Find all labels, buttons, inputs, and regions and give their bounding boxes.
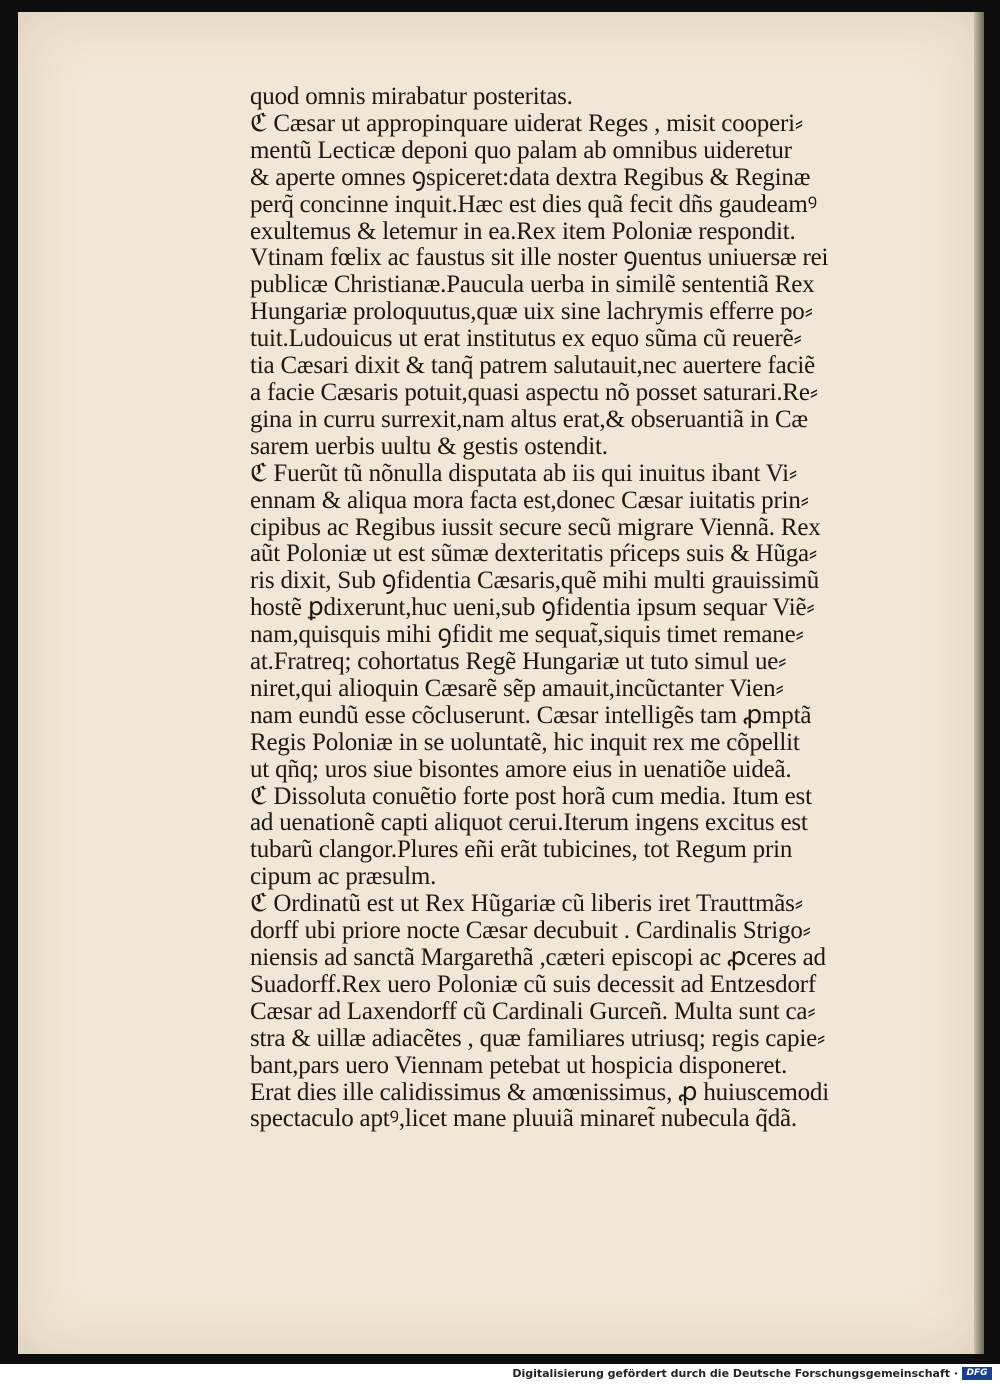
text-line: nam,quisquis mihi ꝯfidit me sequat̃,siquis timet remane⸗ — [250, 621, 804, 649]
text-line: sarem uerbis uultu & gestis ostendit. — [250, 432, 608, 460]
text-line: publicæ Christianæ.Paucula uerba in similẽ sententiã Rex — [250, 271, 815, 299]
text-line: ris dixit, Sub ꝯfidentia Cæsaris,quẽ mihi multi grauissimũ — [250, 567, 820, 595]
text-line: ennam & aliqua mora facta est,donec Cæsar iuitatis prin⸗ — [250, 486, 809, 514]
text-line: Hungariæ proloquutus,quæ uix sine lachrymis efferre po⸗ — [250, 298, 813, 326]
text-line: stra & uillæ adiacẽtes , quæ familiares utriusq; regis capie⸗ — [250, 1024, 826, 1052]
text-line: & aperte omnes ꝯspiceret:data dextra Regibus & Reginæ — [250, 163, 811, 191]
text-line: gina in curru surrexit,nam altus erat,& obseruantiã in Cæ — [250, 405, 808, 433]
text-line: quod omnis mirabatur posteritas. — [250, 83, 573, 110]
page-edge — [974, 12, 984, 1354]
text-line: hostẽ ꝑdixerunt,huc ueni,sub ꝯfidentia ipsum sequar Viẽ⸗ — [250, 594, 815, 622]
text-line: cipibus ac Regibus iussit secure secũ migrare Viennã. Rex — [250, 513, 821, 541]
text-line: ℭ Ordinatũ est ut Rex Hũgariæ cũ liberis iret Trauttmãs⸗ — [250, 890, 803, 918]
text-line: ℭ Cæsar ut appropinquare uiderat Reges , misit cooperi⸗ — [250, 109, 803, 137]
text-line: nam eundũ esse cõcluserunt. Cæsar intelligẽs tam ꝓmptã — [250, 701, 812, 729]
text-line: Erat dies ille calidissimus & amœnissimus, ꝓ huiuscemodi — [250, 1078, 829, 1106]
text-line: ℭ Dissoluta conuẽtio forte post horã cum media. Itum est — [250, 782, 812, 810]
text-line: exultemus & letemur in ea.Rex item Poloniæ respondit. — [250, 217, 796, 245]
text-line: Suadorff.Rex uero Poloniæ cũ suis decessit ad Entzesdorf — [250, 970, 817, 998]
text-line: bant,pars uero Viennam petebat ut hospicia disponeret. — [250, 1051, 788, 1079]
text-line: aũt Poloniæ ut est sũmæ dexteritatis pŕiceps suis & Hũga⸗ — [250, 540, 818, 568]
text-line: Vtinam fœlix ac faustus sit ille noster ꝯuentus uniuersæ rei — [250, 244, 829, 272]
text-line: niret,qui alioquin Cæsarẽ sẽp amauit,incũctanter Vien⸗ — [250, 674, 784, 702]
text-line: ad uenationẽ capti aliquot cerui.Iterum ingens excitus est — [250, 809, 808, 837]
text-line: niensis ad sanctã Margarethã ,cæteri episcopi ac ꝓceres ad — [250, 944, 826, 971]
text-line: Regis Poloniæ in se uoluntatẽ, hic inquit rex me cõpellit — [250, 728, 800, 756]
text-line: a facie Cæsaris potuit,quasi aspectu nõ posset saturari.Re⸗ — [250, 378, 818, 406]
text-line: tia Cæsari dixit & tanq̃ patrem salutauit,nec auertere faciẽ — [250, 352, 816, 380]
footer-bar — [0, 1364, 1000, 1384]
text-line: spectaculo aptꝰ,licet mane pluuiã minaret̃ nubecula q̃dã. — [250, 1105, 797, 1133]
dfg-logo: DFG — [962, 1367, 992, 1380]
footer-credit: Digitalisierung gefördert durch die Deutsche Forschungsgemeinschaft · — [512, 1367, 958, 1380]
text-line: at.Fratreq; cohortatus Regẽ Hungariæ ut tuto simul ue⸗ — [250, 648, 787, 676]
text-line: ℭ Fuerũt tũ nõnulla disputata ab iis qui inuitus ibant Vi⸗ — [250, 459, 798, 487]
text-line: tubarũ clangor.Plures eñi erãt tubicines, tot Regum prin — [250, 836, 793, 864]
page-text — [250, 84, 910, 1133]
text-line: perq̃ concinne inquit.Hæc est dies quã fecit dñs gaudeamꝰ — [250, 190, 817, 218]
text-line: cipum ac præsulm. — [250, 863, 437, 891]
text-line: ut qñq; uros siue bisontes amore eius in uenatiõe uideã. — [250, 755, 792, 783]
text-line: mentũ Lecticæ deponi quo palam ab omnibus uideretur — [250, 136, 792, 164]
text-line: dorff ubi priore nocte Cæsar decubuit . Cardinalis Strigo⸗ — [250, 917, 811, 945]
text-line: tuit.Ludouicus ut erat institutus ex equo sũma cũ reuerẽ⸗ — [250, 325, 802, 353]
text-line: Cæsar ad Laxendorff cũ Cardinali Gurceñ. Multa sunt ca⸗ — [250, 997, 816, 1025]
